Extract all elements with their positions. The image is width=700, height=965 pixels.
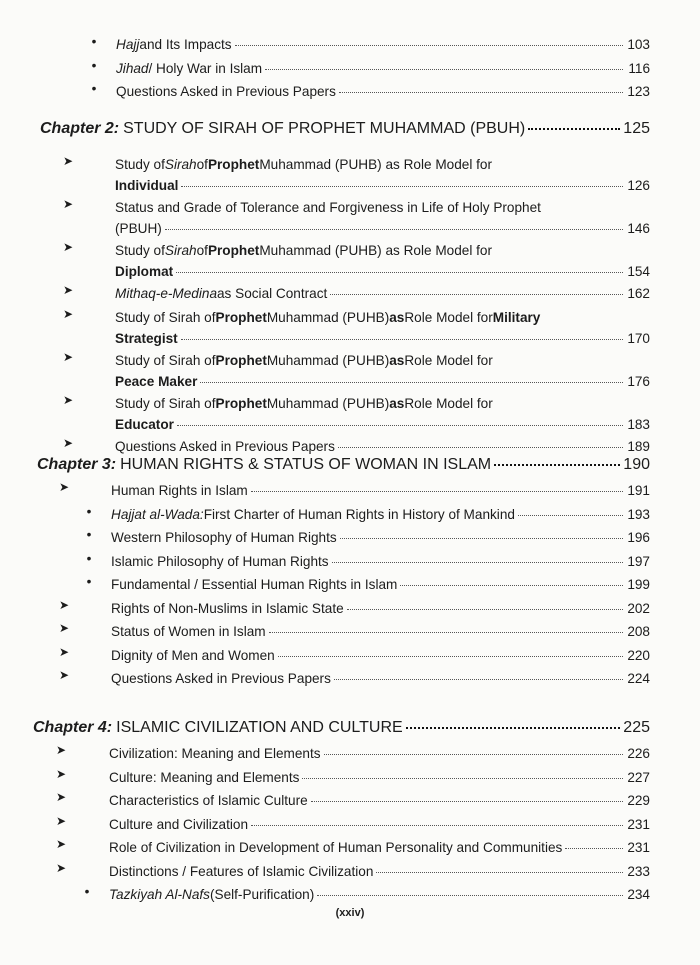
entry-text-segment: Tazkiyah Al-Nafs bbox=[109, 887, 210, 902]
toc-entry[interactable] bbox=[0, 574, 700, 598]
chapter-title: STUDY OF SIRAH OF PROPHET MUHAMMAD (PBUH) bbox=[123, 120, 526, 137]
entry-text-segment: Sirah bbox=[164, 157, 197, 172]
toc-entry[interactable] bbox=[0, 814, 700, 838]
chapter-title: ISLAMIC CIVILIZATION AND CULTURE bbox=[116, 719, 403, 736]
page-number: 170 bbox=[627, 330, 650, 346]
entry-text-segment: Muhammad (PUHB) bbox=[266, 309, 390, 325]
page-number: 234 bbox=[627, 887, 650, 902]
dot-leader bbox=[176, 272, 623, 273]
page-number: 199 bbox=[627, 577, 650, 592]
entry-text-segment: Fundamental / Essential Human Rights in Islam bbox=[111, 577, 398, 592]
arrowhead-bullet-icon: ➤ bbox=[58, 597, 70, 612]
entry-text-segment: as bbox=[389, 309, 405, 325]
toc-entry[interactable] bbox=[0, 527, 700, 551]
dot-leader bbox=[339, 92, 623, 93]
toc-entry[interactable] bbox=[0, 350, 700, 393]
entry-text-segment: Study of Sirah of bbox=[115, 309, 216, 325]
page-number: 183 bbox=[627, 416, 650, 432]
dot-leader bbox=[528, 128, 620, 130]
arrowhead-bullet-icon: ➤ bbox=[55, 860, 67, 875]
entry-text-segment: Status and Grade of Tolerance and Forgiveness in Life of Holy Prophet bbox=[115, 200, 541, 215]
toc-entry[interactable] bbox=[0, 34, 700, 58]
entry-text-segment: (Self-Purification) bbox=[209, 887, 315, 902]
entry-text-segment: Role of Civilization in Development of Human Personality and Communities bbox=[109, 840, 563, 855]
arrowhead-bullet-icon: ➤ bbox=[62, 392, 74, 407]
entry-text-segment: Questions Asked in Previous Papers bbox=[111, 671, 331, 686]
page-number: 176 bbox=[627, 373, 650, 389]
bullet-dot-icon: • bbox=[91, 57, 97, 73]
entry-text-segment: Hajj bbox=[116, 37, 140, 52]
bullet-dot-icon: • bbox=[86, 550, 92, 566]
entry-text-segment: Muhammad (PUHB) as Role Model for bbox=[259, 243, 492, 258]
entry-text-segment: of bbox=[196, 243, 208, 258]
entry-text-segment: Jihad bbox=[116, 60, 149, 76]
entry-text-segment: Educator bbox=[115, 416, 174, 432]
chapter-heading[interactable] bbox=[33, 719, 650, 737]
bullet-dot-icon: • bbox=[91, 34, 97, 49]
entry-text-segment: Muhammad (PUHB) as Role Model for bbox=[259, 157, 492, 172]
bullet-dot-icon: • bbox=[86, 527, 92, 542]
entry-text-segment: First Charter of Human Rights in History of Mankind bbox=[203, 506, 515, 522]
dot-leader bbox=[565, 848, 623, 849]
chapter-page-number: 225 bbox=[623, 719, 650, 736]
dot-leader bbox=[181, 339, 623, 340]
entry-text-segment: and Its Impacts bbox=[139, 37, 232, 52]
dot-leader bbox=[165, 229, 623, 230]
arrowhead-bullet-icon: ➤ bbox=[62, 154, 74, 168]
chapter-page-number: 125 bbox=[623, 120, 650, 137]
page-number: 103 bbox=[627, 37, 650, 52]
page-number: 231 bbox=[627, 816, 650, 832]
toc-entry[interactable] bbox=[0, 551, 700, 575]
entry-text-segment: Prophet bbox=[215, 352, 267, 368]
arrowhead-bullet-icon: ➤ bbox=[58, 621, 70, 635]
dot-leader bbox=[347, 609, 623, 610]
chapter-label: Chapter 3: bbox=[37, 456, 117, 473]
arrowhead-bullet-icon: ➤ bbox=[55, 813, 67, 828]
page-number: 126 bbox=[627, 178, 650, 193]
toc-entry[interactable] bbox=[0, 283, 700, 307]
toc-entry[interactable] bbox=[0, 645, 700, 669]
entry-text-segment: Status of Women in Islam bbox=[111, 624, 266, 639]
entry-list bbox=[0, 34, 700, 105]
dot-leader bbox=[235, 45, 623, 46]
dot-leader bbox=[317, 895, 623, 896]
toc-entry[interactable] bbox=[0, 58, 700, 82]
entry-list bbox=[0, 154, 700, 459]
toc-entry[interactable] bbox=[0, 861, 700, 885]
dot-leader bbox=[251, 491, 623, 492]
toc-entry[interactable] bbox=[0, 307, 700, 350]
entry-text-segment: Culture and Civilization bbox=[109, 816, 249, 832]
entry-text-segment: Study of bbox=[115, 243, 165, 258]
arrowhead-bullet-icon: ➤ bbox=[62, 197, 74, 211]
entry-list bbox=[0, 480, 700, 692]
chapter-heading[interactable] bbox=[37, 456, 650, 474]
entry-text-segment: Prophet bbox=[215, 395, 267, 411]
toc-entry[interactable] bbox=[0, 240, 700, 283]
dot-leader bbox=[278, 656, 623, 657]
bullet-dot-icon: • bbox=[86, 574, 92, 589]
page-number: 123 bbox=[627, 84, 650, 99]
page-number: 193 bbox=[627, 506, 650, 522]
toc-entry[interactable] bbox=[0, 621, 700, 645]
toc-entry[interactable] bbox=[0, 504, 700, 528]
entry-text-segment: Peace Maker bbox=[115, 373, 198, 389]
entry-text-segment: Human Rights in Islam bbox=[111, 483, 248, 498]
dot-leader bbox=[177, 425, 623, 426]
chapter-heading[interactable] bbox=[40, 120, 650, 138]
toc-entry[interactable] bbox=[0, 598, 700, 622]
dot-leader bbox=[269, 632, 623, 633]
entry-text-segment: Dignity of Men and Women bbox=[111, 647, 275, 663]
arrowhead-bullet-icon: ➤ bbox=[62, 435, 74, 450]
entry-text-segment: Study of Sirah of bbox=[115, 395, 216, 411]
chapter-label: Chapter 2: bbox=[40, 120, 120, 137]
entry-text-segment: Islamic Philosophy of Human Rights bbox=[111, 553, 329, 569]
dot-leader bbox=[518, 515, 623, 516]
page-number: 196 bbox=[627, 530, 650, 545]
dot-leader bbox=[494, 464, 620, 466]
entry-text-segment: Culture: Meaning and Elements bbox=[109, 769, 300, 785]
toc-entry[interactable] bbox=[0, 154, 700, 197]
dot-leader bbox=[181, 186, 623, 187]
entry-text-segment: Rights of Non-Muslims in Islamic State bbox=[111, 600, 344, 616]
chapter-title: HUMAN RIGHTS & STATUS OF WOMAN IN ISLAM bbox=[120, 456, 492, 473]
toc-entry[interactable] bbox=[0, 884, 700, 908]
entry-text-segment: Study of bbox=[115, 157, 165, 172]
toc-entry[interactable] bbox=[0, 743, 700, 767]
dot-leader bbox=[302, 778, 623, 779]
arrowhead-bullet-icon: ➤ bbox=[62, 306, 74, 321]
entry-text-segment: Strategist bbox=[115, 330, 178, 346]
page-number: 202 bbox=[627, 600, 650, 616]
arrowhead-bullet-icon: ➤ bbox=[58, 644, 70, 659]
entry-text-segment: Muhammad (PUHB) bbox=[266, 395, 390, 411]
page-number: 233 bbox=[627, 863, 650, 879]
arrowhead-bullet-icon: ➤ bbox=[62, 240, 74, 254]
entry-text-segment: Study of Sirah of bbox=[115, 352, 216, 368]
toc-entry[interactable] bbox=[0, 668, 700, 692]
dot-leader bbox=[324, 754, 623, 755]
arrowhead-bullet-icon: ➤ bbox=[58, 480, 70, 494]
entry-text-segment: Diplomat bbox=[115, 264, 174, 279]
toc-entry[interactable] bbox=[0, 197, 700, 240]
arrowhead-bullet-icon: ➤ bbox=[58, 668, 70, 682]
entry-list bbox=[0, 743, 700, 908]
page-number: 154 bbox=[627, 264, 650, 279]
entry-text-segment: of bbox=[196, 157, 208, 172]
dot-leader bbox=[338, 447, 623, 448]
page-number: 191 bbox=[627, 483, 650, 498]
dot-leader bbox=[251, 825, 623, 826]
dot-leader bbox=[332, 562, 623, 563]
entry-text-segment: Questions Asked in Previous Papers bbox=[115, 438, 335, 454]
toc-entry[interactable] bbox=[0, 393, 700, 436]
entry-text-segment: Individual bbox=[115, 178, 179, 193]
entry-text-segment: Prophet bbox=[215, 309, 267, 325]
entry-text-segment: Characteristics of Islamic Culture bbox=[109, 793, 308, 808]
bullet-dot-icon: • bbox=[91, 81, 97, 96]
entry-text-segment: Western Philosophy of Human Rights bbox=[111, 530, 337, 545]
arrowhead-bullet-icon: ➤ bbox=[55, 790, 67, 804]
page-number: 220 bbox=[627, 647, 650, 663]
arrowhead-bullet-icon: ➤ bbox=[55, 743, 67, 757]
bullet-dot-icon: • bbox=[84, 884, 90, 899]
dot-leader bbox=[265, 69, 623, 70]
page-number: 231 bbox=[627, 840, 650, 855]
entry-text-segment: Prophet bbox=[207, 243, 260, 258]
page-number: 224 bbox=[627, 671, 650, 686]
entry-text-segment: as bbox=[389, 352, 405, 368]
arrowhead-bullet-icon: ➤ bbox=[62, 349, 74, 364]
entry-text-segment: Sirah bbox=[164, 243, 197, 258]
chapter-label: Chapter 4: bbox=[33, 719, 113, 736]
page-number: 146 bbox=[627, 221, 650, 236]
entry-text-segment: Military bbox=[492, 309, 541, 325]
dot-leader bbox=[400, 585, 623, 586]
entry-text-segment: Role Model for bbox=[404, 352, 493, 368]
page-number-footer: (xxiv) bbox=[335, 907, 365, 919]
dot-leader bbox=[340, 538, 623, 539]
arrowhead-bullet-icon: ➤ bbox=[55, 766, 67, 781]
page-number: 227 bbox=[627, 769, 650, 785]
toc-entry[interactable] bbox=[0, 480, 700, 504]
entry-text-segment: as bbox=[389, 395, 405, 411]
entry-text-segment: Questions Asked in Previous Papers bbox=[116, 84, 336, 99]
entry-text-segment: Civilization: Meaning and Elements bbox=[109, 746, 321, 761]
page-number: 208 bbox=[627, 624, 650, 639]
arrowhead-bullet-icon: ➤ bbox=[62, 283, 74, 297]
entry-text-segment: Mithaq-e-Medina bbox=[115, 286, 217, 301]
page-number: 226 bbox=[627, 746, 650, 761]
entry-text-segment: as Social Contract bbox=[217, 286, 328, 301]
toc-entry[interactable] bbox=[0, 81, 700, 105]
entry-text-segment: (PBUH) bbox=[115, 221, 162, 236]
page-number: 229 bbox=[627, 793, 650, 808]
toc-entry[interactable] bbox=[0, 837, 700, 861]
bullet-dot-icon: • bbox=[86, 503, 92, 519]
entry-text-segment: Role Model for bbox=[404, 309, 493, 325]
entry-text-segment: / Holy War in Islam bbox=[148, 60, 263, 76]
entry-text-segment: Role Model for bbox=[404, 395, 493, 411]
dot-leader bbox=[200, 382, 623, 383]
dot-leader bbox=[311, 801, 623, 802]
dot-leader bbox=[330, 294, 623, 295]
entry-text-segment: Muhammad (PUHB) bbox=[266, 352, 390, 368]
toc-entry[interactable] bbox=[0, 790, 700, 814]
chapter-page-number: 190 bbox=[623, 456, 650, 473]
page-number: 189 bbox=[627, 438, 650, 454]
entry-text-segment: Hajjat al-Wada: bbox=[111, 506, 204, 522]
page-number: 162 bbox=[627, 286, 650, 301]
arrowhead-bullet-icon: ➤ bbox=[55, 837, 67, 851]
dot-leader bbox=[334, 679, 623, 680]
entry-text-segment: Prophet bbox=[207, 157, 260, 172]
page-number: 116 bbox=[628, 60, 650, 76]
dot-leader bbox=[376, 872, 623, 873]
toc-entry[interactable] bbox=[0, 767, 700, 791]
entry-text-segment: Distinctions / Features of Islamic Civilization bbox=[109, 863, 374, 879]
page-number: 197 bbox=[627, 553, 650, 569]
dot-leader bbox=[406, 727, 621, 729]
